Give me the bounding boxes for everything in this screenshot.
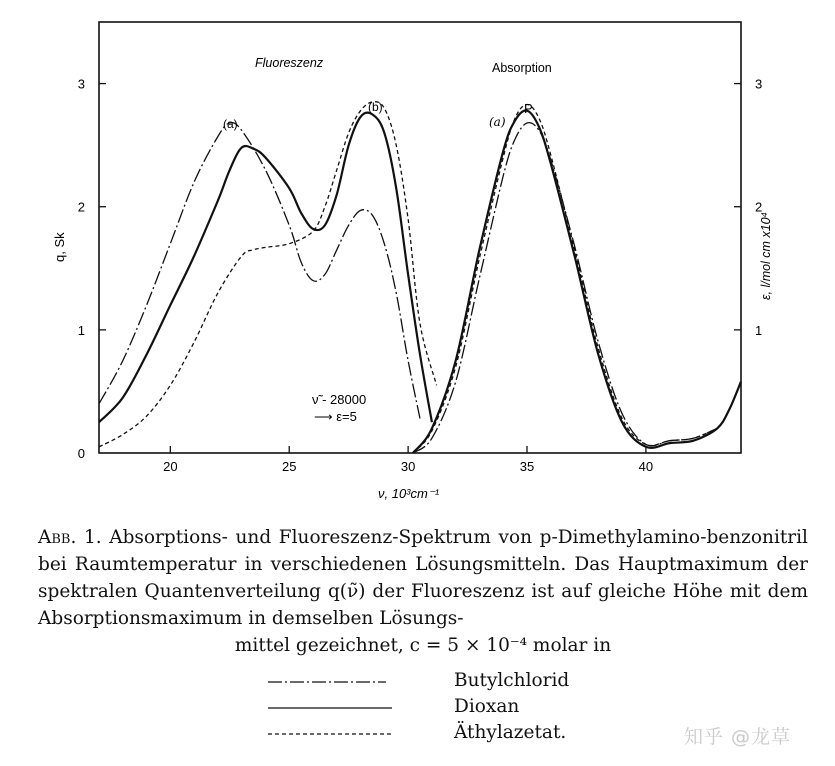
legend-line-solid: [268, 704, 398, 712]
panel-label-absorption: Absorption: [492, 61, 552, 75]
x-tick-label: 30: [400, 459, 416, 474]
peak-label-b: (b): [368, 100, 383, 114]
y-left-tick-label: 1: [77, 322, 85, 338]
figure-caption: [38, 524, 808, 659]
caption-body: Absorptions- und Fluoreszenz-Spektrum von p-Dimethylamino-benzonitril bei Raumtemperatur in verschiedenen Lösungsmitteln. Das Hauptmaximum der spektralen Quantenverteilung q(ν̃) der Fluoreszenz ist auf gleiche Höhe mit dem Absorptionsmaximum in demselben Lösungs-: [38, 527, 808, 629]
series-line-dashdot: [413, 123, 717, 453]
y-right-tick-label: 1: [755, 322, 763, 338]
x-axis-label: ν, 10³cm⁻¹: [378, 486, 440, 500]
caption-last-line: mittel gezeichnet, c = 5 × 10⁻⁴ molar in: [234, 635, 612, 656]
x-tick-label: 25: [281, 459, 297, 474]
y-right-axis-label: ε, l/mol cm x10⁴: [759, 211, 773, 300]
series-line-dashed: [413, 105, 717, 454]
spectrum-curves: [99, 102, 741, 453]
legend-label: Dioxan: [454, 696, 520, 717]
x-tick-label: 40: [638, 459, 654, 474]
series-line-dashed: [99, 102, 437, 447]
x-tick-label: 20: [163, 459, 178, 474]
x-tick-label: 35: [519, 459, 535, 474]
y-right-tick-label: 3: [755, 76, 763, 92]
legend-line-dashdot: [268, 678, 398, 686]
axis-ticks: [78, 77, 762, 474]
legend-label: Butylchlorid: [454, 670, 570, 691]
series-line-dashdot: [99, 123, 420, 419]
annotation-line-1: ν̃ - 28000: [312, 392, 367, 407]
y-right-tick-label: 2: [755, 199, 763, 215]
series-line-solid: [413, 111, 741, 453]
watermark: 知乎 @龙草: [684, 726, 792, 748]
y-left-tick-label: 0: [77, 446, 85, 461]
legend: [268, 670, 668, 748]
series-line-solid: [99, 113, 432, 423]
peak-label-p: P: [524, 101, 533, 116]
peak-label-a-left: (a): [223, 117, 238, 131]
annotation-line-2: ⟶ ε=5: [314, 409, 357, 424]
peak-label-a-right: (a): [489, 115, 506, 129]
legend-item: [268, 670, 668, 696]
y-left-tick-label: 3: [77, 76, 85, 92]
panel-label-fluorescence: Fluoreszenz: [255, 56, 324, 70]
legend-item: [268, 696, 668, 722]
caption-prefix: Abb. 1.: [38, 527, 102, 548]
legend-item: [268, 722, 668, 748]
plot-frame: [99, 22, 741, 453]
legend-line-dashed: [268, 730, 398, 738]
y-left-tick-label: 2: [77, 199, 85, 215]
legend-label: Äthylazetat.: [454, 722, 567, 743]
y-left-axis-label: q, Sk: [52, 232, 67, 262]
